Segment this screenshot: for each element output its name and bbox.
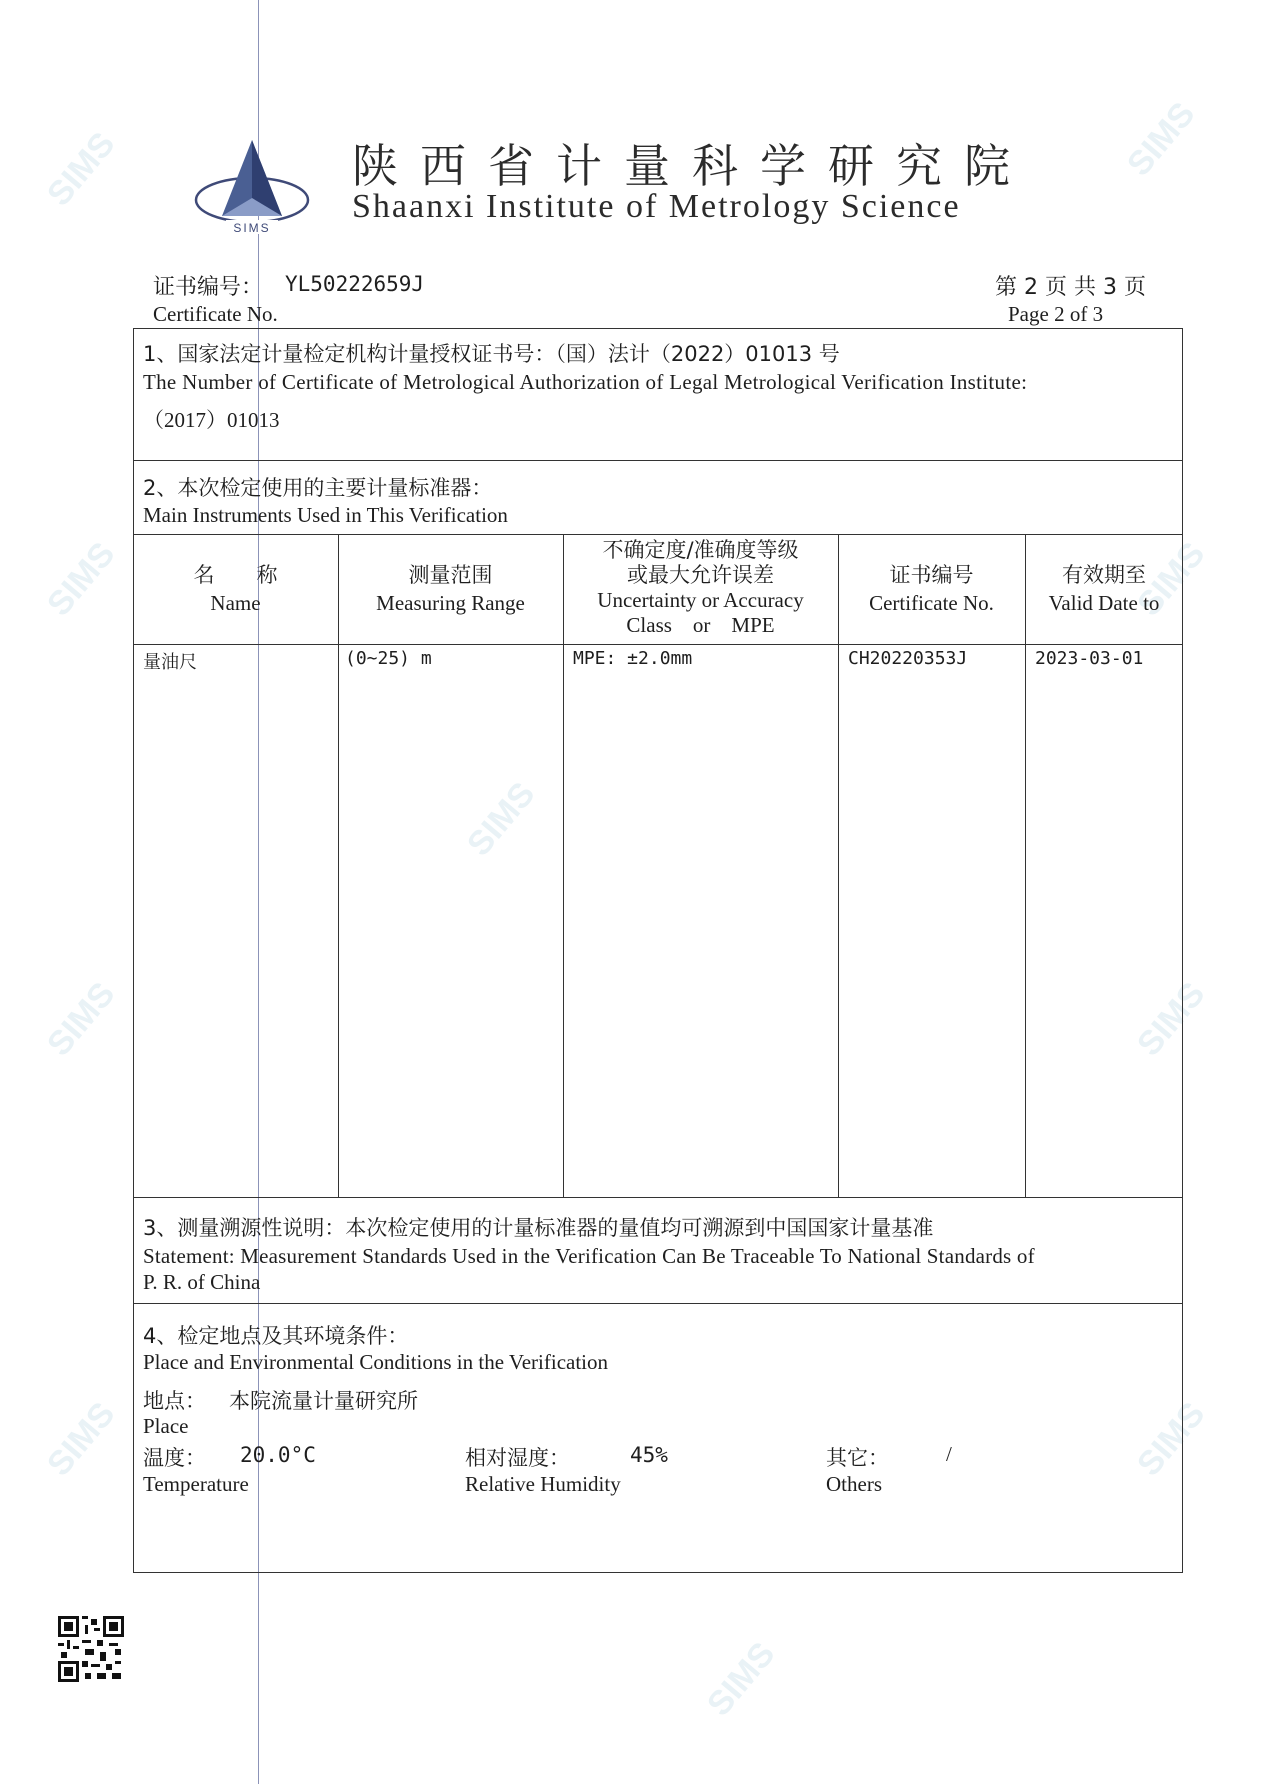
watermark: SIMS: [39, 125, 123, 214]
section2-title-cn: 2、本次检定使用的主要计量标准器：: [143, 476, 493, 500]
column-header-uncertainty: 不确定度/准确度等级 或最大允许误差 Uncertainty or Accuracy Class or MPE: [597, 538, 804, 637]
section1-title-cn: 1、国家法定计量检定机构计量授权证书号：（国）法计（2022）01013 号: [143, 342, 840, 366]
temperature-label-en: Temperature: [143, 1472, 249, 1496]
certificate-number: YL50222659J: [285, 272, 425, 296]
section3-title-cn: 3、测量溯源性说明：本次检定使用的计量标准器的量值均可溯源到中国国家计量基准: [143, 1216, 934, 1240]
institute-name-cn: 陕西省计量科学研究院: [352, 139, 1032, 193]
section2-title-en: Main Instruments Used in This Verification: [143, 503, 508, 527]
humidity-label-cn: 相对湿度：: [465, 1446, 570, 1470]
column-divider: [338, 534, 339, 1197]
others-label-cn: 其它：: [826, 1446, 889, 1470]
column-divider: [838, 534, 839, 1197]
watermark: SIMS: [1129, 1395, 1213, 1484]
page-indicator-en: Page 2 of 3: [1008, 302, 1104, 326]
section4-title-en: Place and Environmental Conditions in the Verification: [143, 1350, 609, 1374]
section1-title-en-2: （2017）01013: [143, 408, 280, 432]
divider: [133, 1197, 1183, 1198]
column-divider: [1025, 534, 1026, 1197]
row-range: (0~25) m: [345, 648, 432, 669]
humidity-value: 45%: [630, 1443, 668, 1467]
certificate-label-en: Certificate No.: [153, 302, 278, 326]
divider: [133, 460, 1183, 461]
institute-name-en: Shaanxi Institute of Metrology Science: [352, 188, 961, 225]
logo-text: SIMS: [233, 221, 271, 235]
watermark: SIMS: [459, 775, 543, 864]
others-value: /: [946, 1442, 952, 1466]
column-header-name: 名 称 Name: [193, 563, 278, 615]
qr-code-icon: [58, 1616, 124, 1682]
place-label-en: Place: [143, 1414, 189, 1438]
watermark: SIMS: [39, 975, 123, 1064]
watermark: SIMS: [1129, 975, 1213, 1064]
watermark: SIMS: [1129, 535, 1213, 624]
section3-title-en: Statement: Measurement Standards Used in the Verification Can Be Traceable To National Standards of: [143, 1244, 1035, 1268]
others-label-en: Others: [826, 1472, 882, 1496]
temperature-value: 20.0°C: [240, 1443, 316, 1467]
watermark: SIMS: [39, 535, 123, 624]
column-header-range: 测量范围 Measuring Range: [376, 563, 525, 615]
section3-title-en-2: P. R. of China: [143, 1270, 261, 1294]
certificate-label-cn: 证书编号：: [153, 275, 264, 300]
page-indicator-cn: 第 2 页 共 3 页: [995, 275, 1146, 300]
row-name: 量油尺: [143, 652, 197, 673]
place-label-cn: 地点：: [143, 1389, 206, 1413]
row-valid-date: 2023-03-01: [1035, 648, 1144, 669]
humidity-label-en: Relative Humidity: [465, 1472, 621, 1496]
place-value: 本院流量计量研究所: [229, 1389, 418, 1413]
column-header-valid-date: 有效期至 Valid Date to: [1048, 563, 1160, 615]
section4-title-cn: 4、检定地点及其环境条件：: [143, 1324, 409, 1348]
row-uncertainty: MPE: ±2.0mm: [573, 648, 693, 669]
watermark: SIMS: [699, 1635, 783, 1724]
column-header-cert-no: 证书编号 Certificate No.: [869, 563, 994, 615]
triangle-logo-icon: [192, 138, 312, 236]
row-cert-no: CH20220353J: [848, 648, 968, 669]
section1-title-en: The Number of Certificate of Metrological Authorization of Legal Metrological Verification Institute:: [143, 370, 1028, 394]
watermark: SIMS: [39, 1395, 123, 1484]
watermark: SIMS: [1119, 95, 1203, 184]
temperature-label-cn: 温度：: [143, 1446, 206, 1470]
divider: [133, 1303, 1183, 1304]
